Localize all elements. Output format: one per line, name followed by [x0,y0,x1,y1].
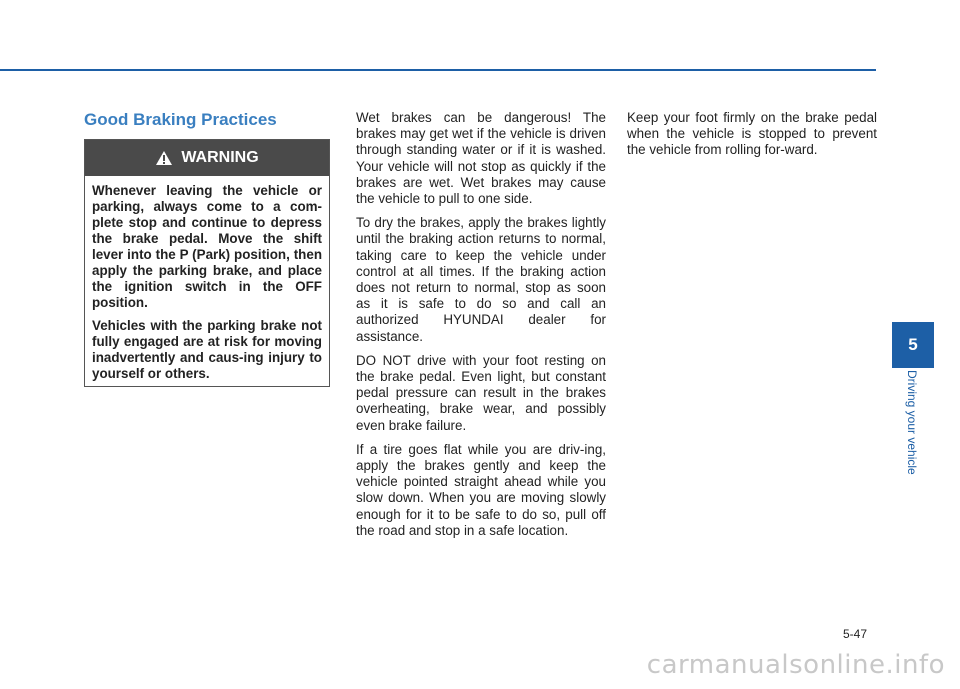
warning-paragraph: Vehicles with the parking brake not fully engaged are at risk for moving inadvertently and caus-ing injury to yourself or others. [92,318,322,381]
right-column [627,110,877,167]
page-number: 5-47 [843,627,868,641]
chapter-tab [892,322,934,368]
body-paragraph: To dry the brakes, apply the brakes lightly until the braking action returns to normal, taking care to keep the vehicle under control at all times. If the braking action does not return to normal, stop as soon as it is safe to do so and call an authorized HYUNDAI dealer for assistance. [356,215,606,344]
body-paragraph: If a tire goes flat while you are driv-ing, apply the brakes gently and keep the vehicle pointed straight ahead while you slow down. When you are moving slowly enough for it to be safe to do so, pull off the road and stop in a safe location. [356,441,606,538]
header-rule [0,69,876,71]
chapter-number: 5 [908,335,918,354]
section-title: Good Braking Practices [84,110,277,129]
warning-label: WARNING [181,149,259,166]
body-paragraph: Keep your foot firmly on the brake pedal when the vehicle is stopped to prevent the vehicle from rolling for-ward. [627,110,877,158]
warning-triangle-icon [155,150,173,166]
watermark[interactable]: carmanualsonline.info [646,650,945,680]
body-paragraph: DO NOT drive with your foot resting on the brake pedal. Even light, but constant pedal pressure can result in the brakes overheating, brake wear, and possibly even brake failure. [356,352,606,433]
middle-column [356,110,606,547]
warning-box [84,139,330,387]
warning-paragraph: Whenever leaving the vehicle or parking, always come to a com-plete stop and continue to depress the brake pedal. Move the shift lever into the P (Park) position, then apply the parking brake, and place the ignition switch in the OFF position. [92,183,322,310]
body-paragraph: Wet brakes can be dangerous! The brakes may get wet if the vehicle is driven through standing water or if it is washed. Your vehicle will not stop as quickly if the brakes are wet. Wet brakes may cause the vehicle to pull to one side. [356,110,606,207]
warning-body [85,176,329,382]
chapter-label: Driving your vehicle [905,370,919,475]
warning-header [85,140,329,176]
